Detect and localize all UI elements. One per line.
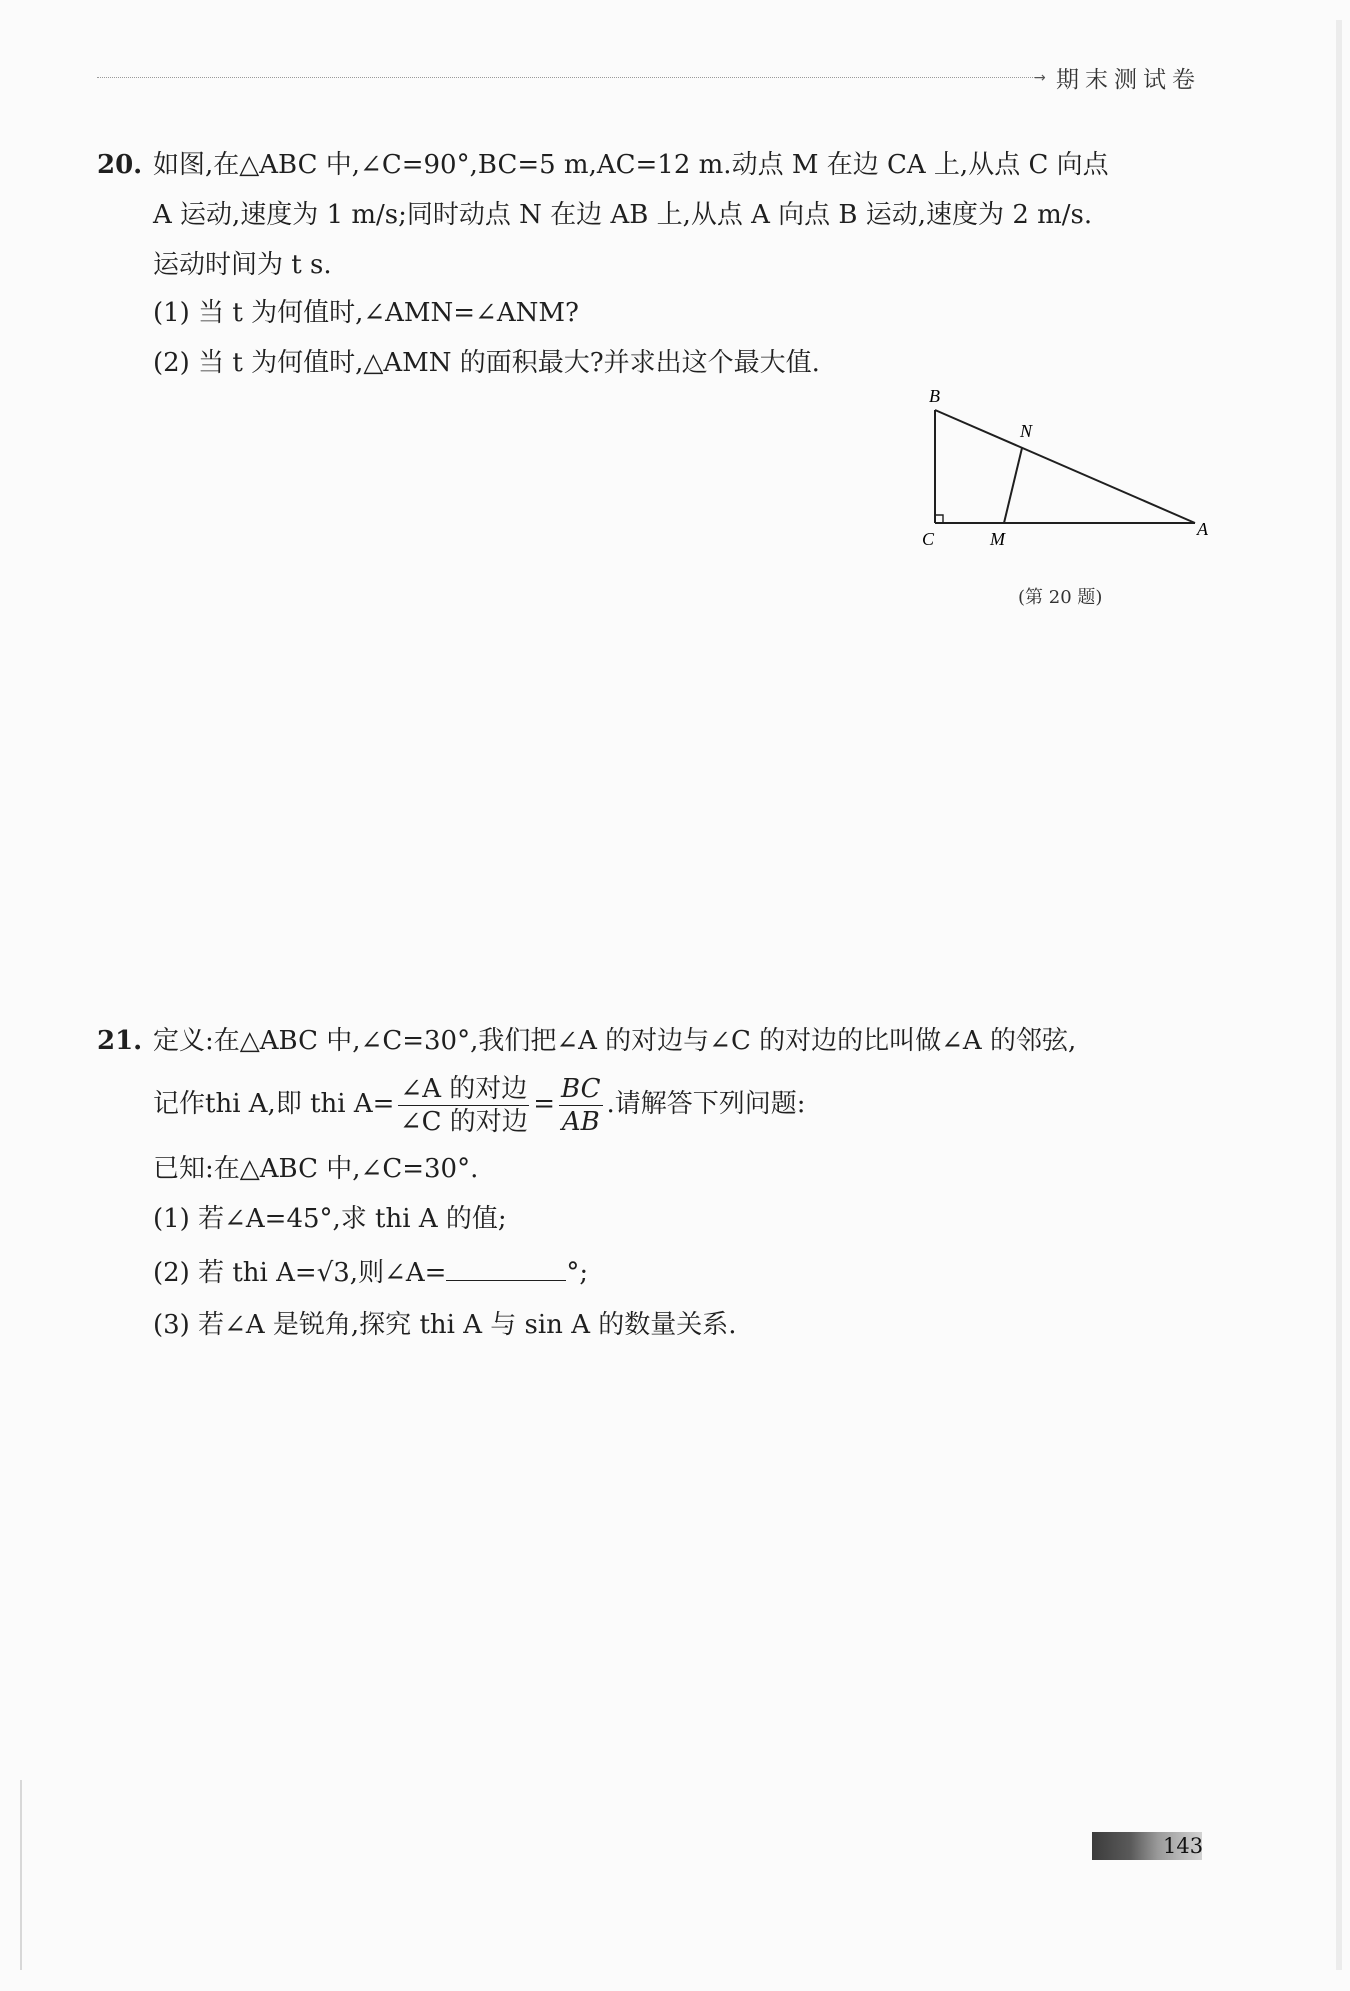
right-angle-marker — [935, 515, 943, 523]
question-20 — [97, 140, 1247, 390]
label-n: N — [1020, 421, 1033, 441]
question-part-1: (1) 当 t 为何值时,∠AMN=∠ANM? — [153, 298, 579, 328]
question-21 — [97, 1016, 1247, 1346]
question-part-2 — [153, 1248, 588, 1298]
question-part-3: (3) 若∠A 是锐角,探究 thi A 与 sin A 的数量关系. — [153, 1310, 737, 1340]
header-arrow-icon: → — [1034, 70, 1046, 86]
fraction-denominator: AB — [561, 1106, 600, 1137]
fraction-bc-ab — [559, 1073, 602, 1138]
part-2-prefix: (2) 若 thi A=√3,则∠A= — [153, 1258, 447, 1288]
segment-ab — [935, 410, 1195, 523]
question-text-line: 定义:在△ABC 中,∠C=30°,我们把∠A 的对边与∠C 的对边的比叫做∠A 的邻弦, — [153, 1026, 1077, 1056]
label-a: A — [1197, 519, 1208, 539]
question-number: 21. — [97, 1026, 143, 1056]
figure-caption: (第 20 题) — [1018, 587, 1103, 608]
page-edge-right — [1336, 20, 1342, 1970]
header-title: 期末测试卷 — [1056, 67, 1201, 93]
question-number: 20. — [97, 150, 143, 180]
label-c: C — [922, 529, 935, 549]
fraction-numerator: ∠A 的对边 — [400, 1073, 528, 1104]
formula-suffix: .请解答下列问题: — [606, 1089, 806, 1119]
question-text-line: 如图,在△ABC 中,∠C=90°,BC=5 m,AC=12 m.动点 M 在边 CA 上,从点 C 向点 — [153, 150, 1109, 180]
answer-blank[interactable] — [446, 1258, 566, 1281]
question-part-2: (2) 当 t 为何值时,△AMN 的面积最大?并求出这个最大值. — [153, 348, 820, 378]
fraction-angle-sides — [398, 1073, 529, 1138]
label-m: M — [990, 529, 1005, 549]
triangle-figure — [920, 385, 1220, 560]
question-part-1: (1) 若∠A=45°,求 thi A 的值; — [153, 1204, 507, 1234]
fraction-numerator: BC — [561, 1073, 601, 1104]
formula-prefix: 记作thi A,即 thi A= — [153, 1089, 395, 1119]
equals-sign: = — [533, 1089, 556, 1119]
header-dotted-rule — [97, 77, 1037, 78]
question-text-line: 运动时间为 t s. — [153, 250, 332, 280]
label-b: B — [929, 386, 940, 406]
given-statement: 已知:在△ABC 中,∠C=30°. — [153, 1154, 479, 1184]
definition-formula-line — [153, 1072, 806, 1138]
page-edge-left — [20, 1780, 22, 1970]
page-number: 143 — [1163, 1834, 1204, 1858]
fraction-denominator: ∠C 的对边 — [399, 1106, 528, 1137]
part-2-suffix: °; — [566, 1258, 589, 1288]
segment-mn — [1004, 448, 1022, 523]
question-text-line: A 运动,速度为 1 m/s;同时动点 N 在边 AB 上,从点 A 向点 B 运动,速度为 2 m/s. — [153, 200, 1093, 230]
